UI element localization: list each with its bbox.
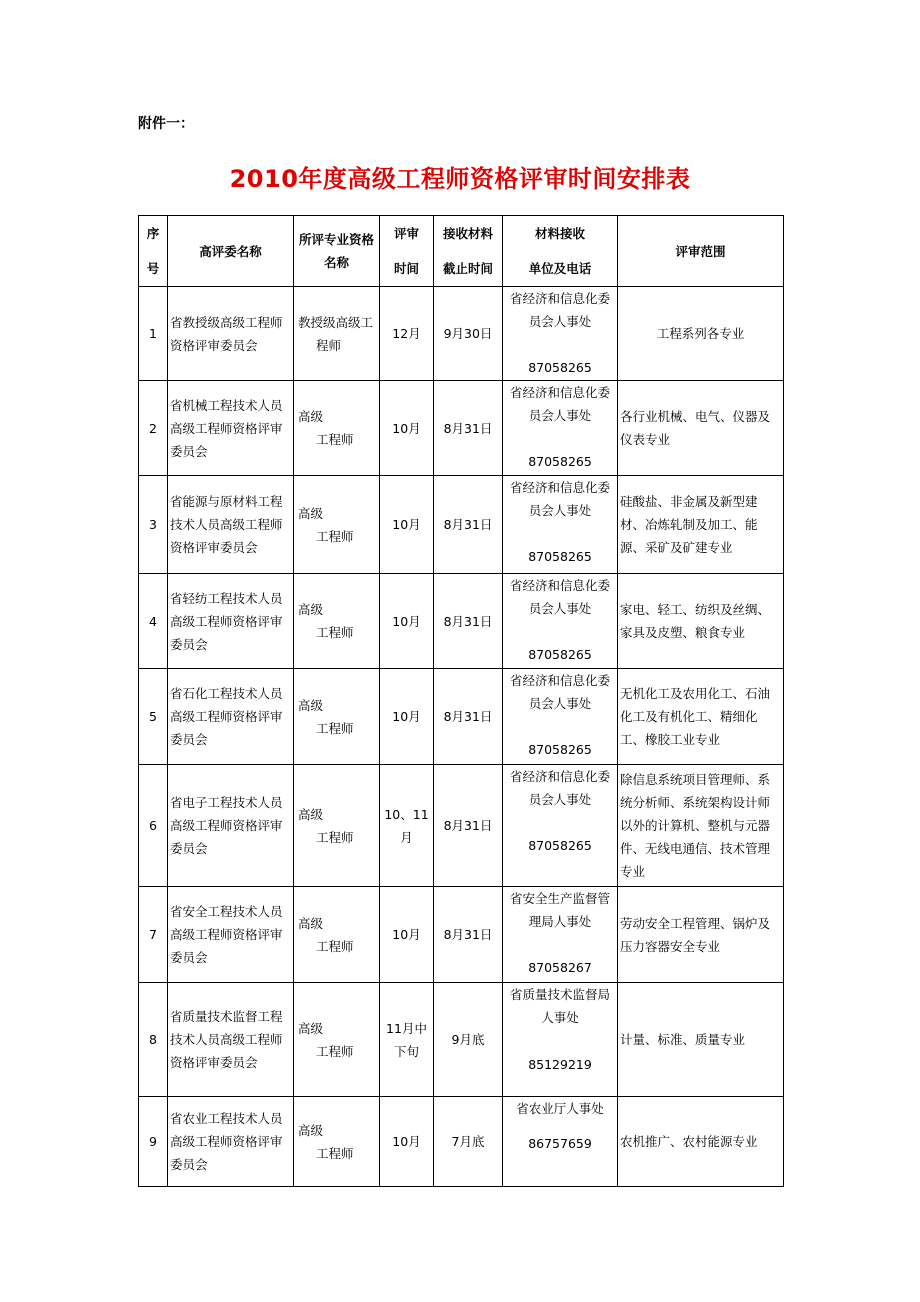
submission-deadline: 8月31日	[434, 887, 503, 983]
review-time: 10月	[380, 574, 434, 669]
receiving-unit	[503, 765, 618, 887]
unit-name: 省经济和信息化委员会人事处	[509, 769, 610, 807]
submission-deadline: 8月31日	[434, 381, 503, 476]
unit-phone: 86757659	[528, 1136, 592, 1151]
qualification-category: 高级 工程师	[294, 669, 380, 765]
submission-deadline: 8月31日	[434, 476, 503, 574]
unit-name: 省经济和信息化委员会人事处	[509, 673, 610, 711]
row-index: 8	[139, 983, 168, 1097]
review-scope: 劳动安全工程管理、锅炉及压力容器安全专业	[618, 887, 784, 983]
schedule-table	[138, 215, 784, 1187]
review-time: 10月	[380, 887, 434, 983]
table-row	[139, 287, 784, 381]
unit-name: 省农业厅人事处	[516, 1101, 604, 1116]
qualification-category: 教授级高级工 程师	[294, 287, 380, 381]
table-row	[139, 574, 784, 669]
review-scope: 工程系列各专业	[618, 287, 784, 381]
review-time: 10、11月	[380, 765, 434, 887]
page-title: 2010年度高级工程师资格评审时间安排表	[229, 165, 691, 193]
receiving-unit	[503, 574, 618, 669]
row-index: 3	[139, 476, 168, 574]
committee-name: 省质量技术监督工程技术人员高级工程师资格评审委员会	[168, 983, 294, 1097]
unit-name: 省经济和信息化委员会人事处	[509, 291, 610, 329]
receiving-unit	[503, 1097, 618, 1187]
submission-deadline: 8月31日	[434, 574, 503, 669]
review-time: 10月	[380, 381, 434, 476]
submission-deadline: 8月31日	[434, 669, 503, 765]
review-time: 10月	[380, 669, 434, 765]
receiving-unit	[503, 983, 618, 1097]
unit-name: 省经济和信息化委员会人事处	[509, 578, 610, 616]
unit-name: 省经济和信息化委员会人事处	[509, 480, 610, 518]
header-category: 所评专业资格名称	[294, 216, 380, 287]
unit-phone: 87058265	[528, 838, 592, 853]
unit-phone: 87058265	[528, 454, 592, 469]
unit-name: 省经济和信息化委员会人事处	[509, 385, 610, 423]
receiving-unit	[503, 381, 618, 476]
qualification-category: 高级 工程师	[294, 765, 380, 887]
header-scope: 评审范围	[618, 216, 784, 287]
review-scope: 家电、轻工、纺织及丝绸、家具及皮塑、粮食专业	[618, 574, 784, 669]
committee-name: 省农业工程技术人员高级工程师资格评审委员会	[168, 1097, 294, 1187]
table-row	[139, 765, 784, 887]
committee-name: 省电子工程技术人员高级工程师资格评审委员会	[168, 765, 294, 887]
committee-name: 省安全工程技术人员高级工程师资格评审委员会	[168, 887, 294, 983]
row-index: 5	[139, 669, 168, 765]
qualification-category: 高级 工程师	[294, 476, 380, 574]
table-row	[139, 1097, 784, 1187]
committee-name: 省能源与原材料工程技术人员高级工程师资格评审委员会	[168, 476, 294, 574]
header-receiving-unit: 材料接收 单位及电话	[503, 216, 618, 287]
header-index: 序 号	[139, 216, 168, 287]
receiving-unit	[503, 887, 618, 983]
receiving-unit	[503, 669, 618, 765]
table-row	[139, 381, 784, 476]
unit-phone: 87058265	[528, 360, 592, 375]
table-row	[139, 983, 784, 1097]
review-time: 12月	[380, 287, 434, 381]
qualification-category: 高级 工程师	[294, 887, 380, 983]
review-time: 10月	[380, 1097, 434, 1187]
unit-phone: 87058267	[528, 960, 592, 975]
submission-deadline: 9月30日	[434, 287, 503, 381]
unit-phone: 87058265	[528, 742, 592, 757]
review-time: 10月	[380, 476, 434, 574]
unit-name: 省安全生产监督管理局人事处	[509, 891, 610, 929]
receiving-unit	[503, 476, 618, 574]
row-index: 6	[139, 765, 168, 887]
receiving-unit	[503, 287, 618, 381]
header-review-time: 评审 时间	[380, 216, 434, 287]
attachment-label: 附件一：	[138, 116, 194, 132]
table-row	[139, 887, 784, 983]
header-committee: 高评委名称	[168, 216, 294, 287]
committee-name: 省教授级高级工程师资格评审委员会	[168, 287, 294, 381]
qualification-category: 高级 工程师	[294, 381, 380, 476]
qualification-category: 高级 工程师	[294, 1097, 380, 1187]
row-index: 7	[139, 887, 168, 983]
review-scope: 除信息系统项目管理师、系统分析师、系统架构设计师以外的计算机、整机与元器件、无线电通信、技术管理专业	[618, 765, 784, 887]
review-scope: 计量、标准、质量专业	[618, 983, 784, 1097]
review-scope: 硅酸盐、非金属及新型建材、冶炼轧制及加工、能源、采矿及矿建专业	[618, 476, 784, 574]
committee-name: 省轻纺工程技术人员高级工程师资格评审委员会	[168, 574, 294, 669]
row-index: 2	[139, 381, 168, 476]
submission-deadline: 9月底	[434, 983, 503, 1097]
header-deadline: 接收材料 截止时间	[434, 216, 503, 287]
submission-deadline: 7月底	[434, 1097, 503, 1187]
unit-phone: 87058265	[528, 549, 592, 564]
committee-name: 省石化工程技术人员高级工程师资格评审委员会	[168, 669, 294, 765]
qualification-category: 高级 工程师	[294, 574, 380, 669]
qualification-category: 高级 工程师	[294, 983, 380, 1097]
row-index: 4	[139, 574, 168, 669]
row-index: 1	[139, 287, 168, 381]
review-scope: 无机化工及农用化工、石油化工及有机化工、精细化工、橡胶工业专业	[618, 669, 784, 765]
unit-name: 省质量技术监督局人事处	[509, 987, 610, 1025]
review-scope: 农机推广、农村能源专业	[618, 1097, 784, 1187]
table-row	[139, 669, 784, 765]
committee-name: 省机械工程技术人员高级工程师资格评审委员会	[168, 381, 294, 476]
review-time: 11月中下旬	[380, 983, 434, 1097]
table-header-row	[139, 216, 784, 287]
table-row	[139, 476, 784, 574]
unit-phone: 85129219	[528, 1057, 592, 1072]
review-scope: 各行业机械、电气、仪器及仪表专业	[618, 381, 784, 476]
submission-deadline: 8月31日	[434, 765, 503, 887]
unit-phone: 87058265	[528, 647, 592, 662]
row-index: 9	[139, 1097, 168, 1187]
